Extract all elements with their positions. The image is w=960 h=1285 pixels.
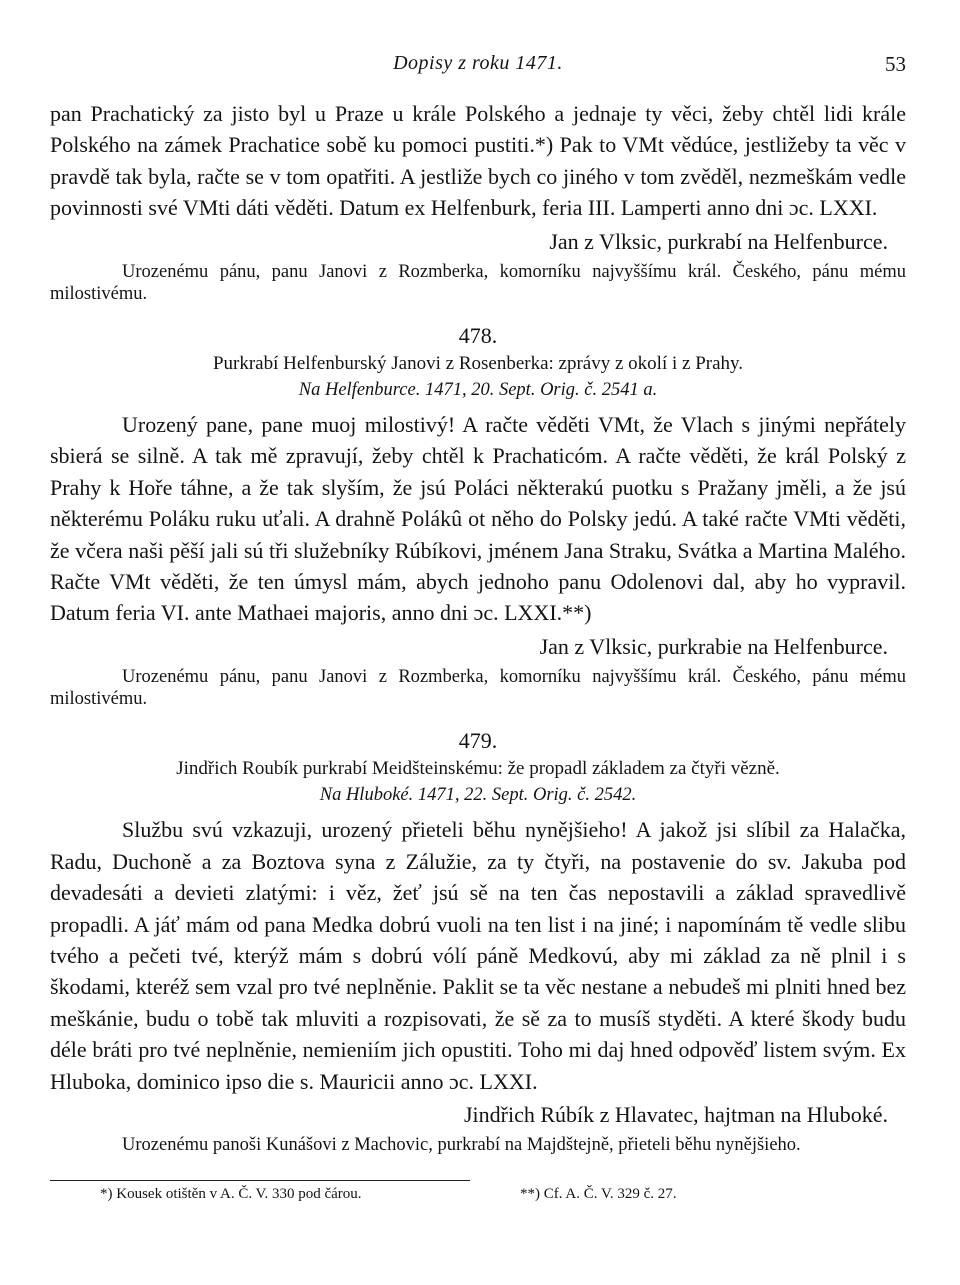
running-title: Dopisy z roku 1471. bbox=[393, 52, 563, 74]
letter-source: Na Hluboké. 1471, 22. Sept. Orig. č. 2542. bbox=[319, 785, 637, 806]
page-number: 53 bbox=[885, 52, 906, 76]
continuation-paragraph: pan Prachatický za jisto byl u Praze u krále Polského a jednaje ty věci, žeby chtěl lidi krále Polského na zámek Prachatice sobě ku pomoci pustiti.*) Pak to VMt vědúce, jestližeby ta věc v pravdě tak byla, račte se v tom opatřiti. A jestliže bych co jiného v tom zvěděl, nezmeškám vedle povinnosti své VMti dáti věděti. Datum ex Helfenburk, feria III. Lamperti anno dni ɔc. LXXI. bbox=[50, 101, 906, 221]
footnote-divider bbox=[50, 1180, 470, 1181]
footnote: *) Kousek otištěn v A. Č. V. 330 pod čárou. bbox=[100, 1186, 362, 1202]
signature: Jan z Vlksic, purkrabie na Helfenburce. bbox=[539, 633, 888, 659]
letter-number: 479. bbox=[458, 728, 498, 754]
letter-text: Službu svú vzkazuji, urozený přieteli běhu nynějšieho! A jakož jsi slíbil za Halačka, Radu, Duchoně a za Boztova syna z Zálužie, za ty čtyři, na postavenie do sv. Jakuba pod devadesáti a devieti zlatými: i věz, žeť jsú sě na ten čas nepostavili a základ spravedlivě propadli. A jáť mám od pana Medka dobrú vuoli na ten list i na jiné; i napomínám tě vedle slibu tvého a pečeti tvé, kterýž mám s dobrú vólí páně Medkovú, aby mi základ za ně plnil i s škodami, kteréž sem vzal pro tvé neplněnie. Paklit se ta věc nestane a nebudeš mi plniti hned bez meškánie, budu o tobě tak mluviti a rozpisovati, že sě za to musíš styděti. A které škody budu déle bráti pro tvé neplněnie, nemieniím jich opustiti. Toho mi daj hned odpověď listem svým. Ex Hluboka, dominico ipso die s. Mauricii anno ɔc. LXXI. bbox=[50, 817, 906, 1094]
address: Urozenému panoši Kunášovi z Machovic, purkrabí na Majdštejně, přieteli běhu nynějšieho. bbox=[122, 1135, 801, 1156]
letter-summary: Jindřich Roubík purkrabí Meidšteinskému: že propadl základem za čtyři vězně. bbox=[176, 758, 780, 780]
page-header bbox=[50, 52, 906, 82]
signature: Jan z Vlksic, purkrabí na Helfenburce. bbox=[549, 228, 888, 254]
letter-source: Na Helfenburce. 1471, 20. Sept. Orig. č. 2541 a. bbox=[298, 380, 658, 401]
footnote: **) Cf. A. Č. V. 329 č. 27. bbox=[520, 1186, 677, 1202]
body-text bbox=[50, 98, 906, 1160]
letter-summary: Purkrabí Helfenburský Janovi z Rosenberka: zprávy z okolí i z Prahy. bbox=[212, 353, 744, 375]
letter-number: 478. bbox=[458, 323, 498, 349]
address: Urozenému pánu, panu Janovi z Rozmberka, komorníku najvyššímu král. Českého, pánu mému milostivému. bbox=[50, 262, 906, 305]
letter-text: Urozený pane, pane muoj milostivý! A račte věděti VMt, že Vlach s jinými nepřátely sbierá se silně. A tak mě zpravují, žeby chtěl k Prachaticóm. A račte věděti, že král Polský z Prahy k Hoře táhne, a že tak slyším, že jsú Poláci některakú puotku s Pražany jměli, a že jsú některému Poláku ruku uťali. A drahně Polákû ot něho do Polsky jedú. A také račte VMti věděti, že včera naši pěší jali sú tři služebníky Rúbíkovi, jménem Jana Straku, Svátka a Martina Malého. Račte VMt věděti, že ten úmysl mám, abych jednoho panu Odolenovi dal, aby ho vypravil. Datum feria VI. ante Mathaei majoris, anno dni ɔc. LXXI.**) bbox=[50, 412, 906, 626]
address: Urozenému pánu, panu Janovi z Rozmberka, komorníku najvyššímu král. Českého, pánu mému milostivému. bbox=[50, 667, 906, 710]
signature: Jindřich Rúbík z Hlavatec, hajtman na Hluboké. bbox=[464, 1101, 888, 1127]
